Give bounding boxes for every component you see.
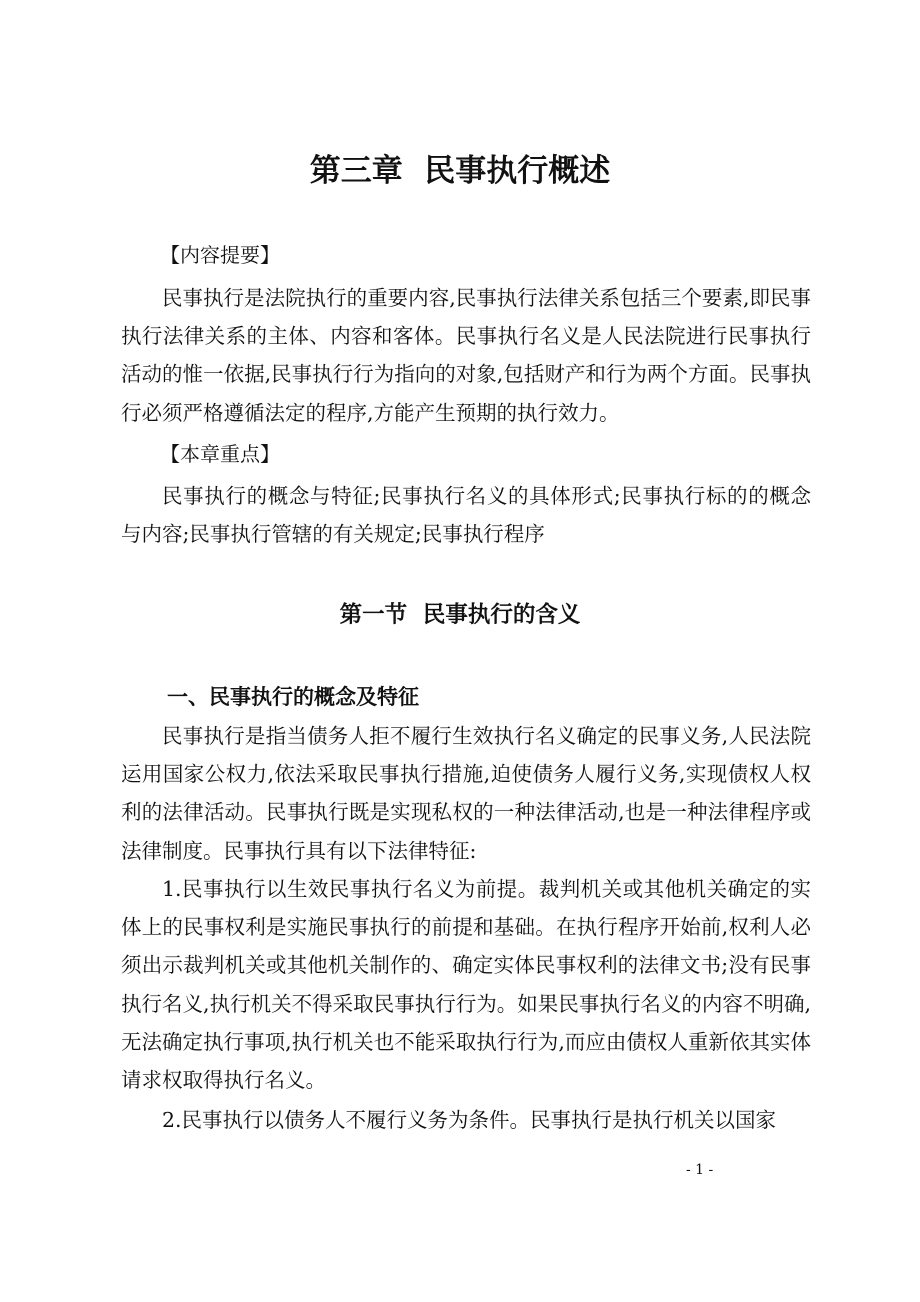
page-number: - 1 - (686, 1162, 714, 1178)
key-points-label: 【本章重点】 (160, 442, 280, 466)
key-points-paragraph: 民事执行的概念与特征;民事执行名义的具体形式;民事执行标的的概念与内容;民事执行管辖的有关规定;民事执行程序 (121, 484, 811, 547)
subsection-title: 一、民事执行的概念及特征 (167, 685, 419, 709)
summary-label: 【内容提要】 (160, 243, 280, 267)
section-title: 第一节 民事执行的含义 (339, 602, 581, 628)
body-paragraph-2: 1.民事执行以生效民事执行名义为前提。裁判机关或其他机关确定的实体上的民事权利是实施民事执行的前提和基础。在执行程序开始前,权利人必须出示裁判机关或其他机关制作的、确定实体民事权利的法律文书;没有民事执行名义,执行机关不得采取民事执行行为。如果民事执行名义的内容不明确,无法确定执行事项,执行机关也不能采取执行行为,而应由债权人重新依其实体请求权取得执行名义。 (121, 877, 811, 1093)
chapter-title: 第三章 民事执行概述 (309, 153, 611, 189)
body-paragraph-3: 2.民事执行以债务人不履行义务为条件。民事执行是执行机关以国家 (162, 1108, 777, 1132)
body-paragraph-1: 民事执行是指当债务人拒不履行生效执行名义确定的民事义务,人民法院运用国家公权力,依法采取民事执行措施,迫使债务人履行义务,实现债权人权利的法律活动。民事执行既是实现私权的一种法律活动,也是一种法律程序或法律制度。民事执行具有以下法律特征: (121, 724, 811, 863)
summary-paragraph: 民事执行是法院执行的重要内容,民事执行法律关系包括三个要素,即民事执行法律关系的主体、内容和客体。民事执行名义是人民法院进行民事执行活动的惟一依据,民事执行行为指向的对象,包括财产和行为两个方面。民事执行必须严格遵循法定的程序,方能产生预期的执行效力。 (121, 286, 811, 425)
